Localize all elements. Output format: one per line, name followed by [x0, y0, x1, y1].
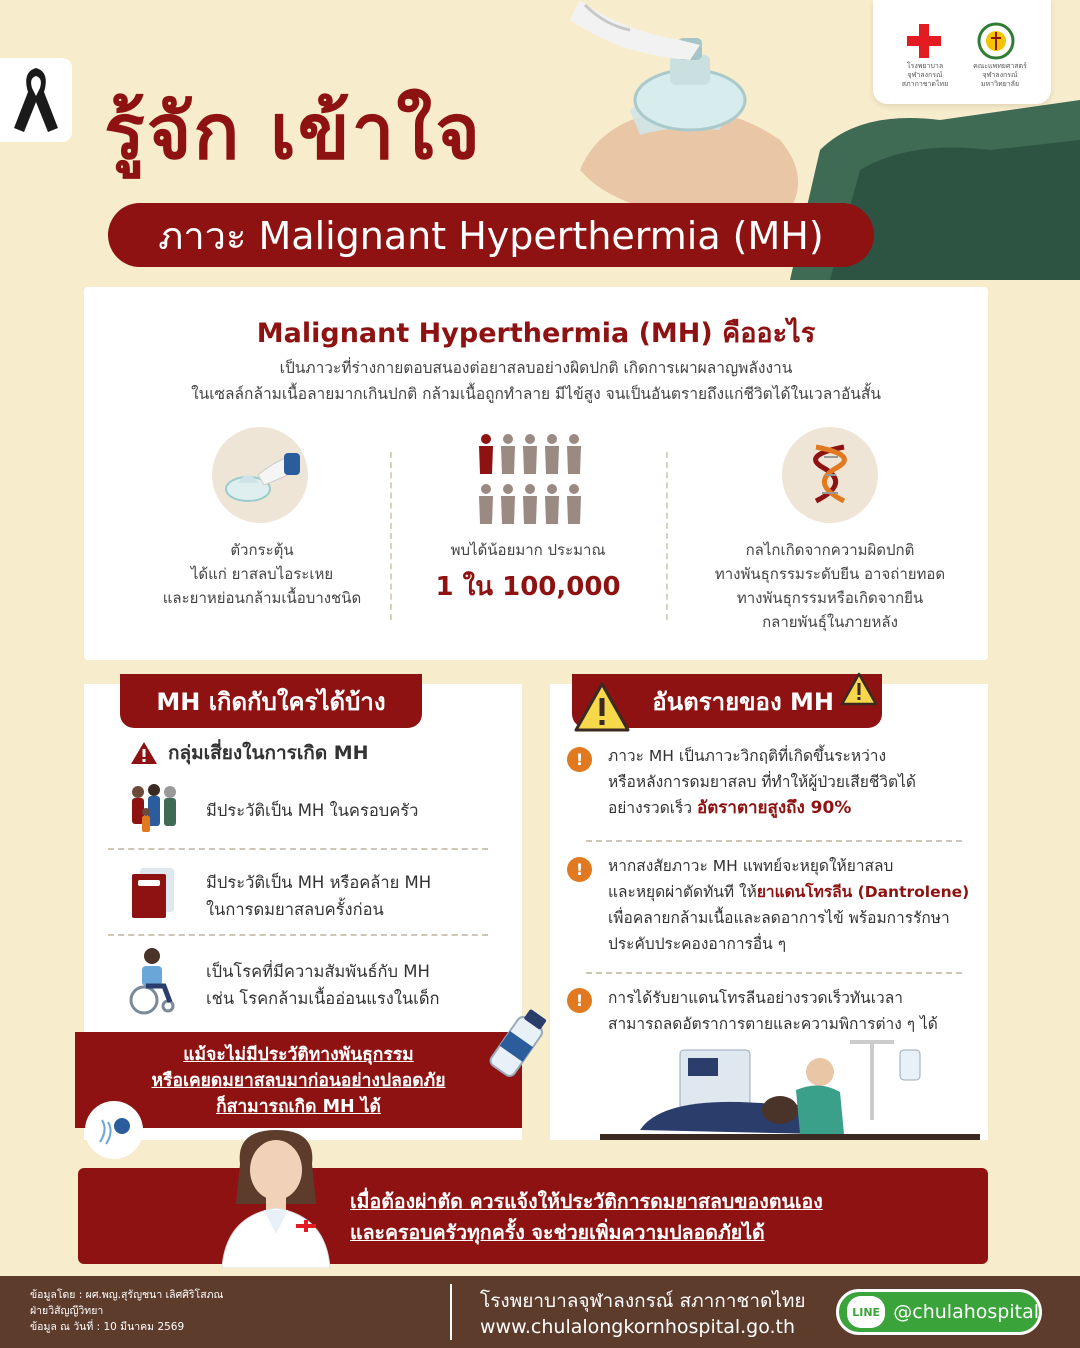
risk-item-line: ในการดมยาสลบครั้งก่อน [206, 900, 384, 919]
danger-item-text: อย่างรวดเร็ว [608, 799, 698, 817]
trigger-line: และยาหย่อนกล้ามเนื้อบางชนิด [162, 589, 362, 607]
danger-item-line: เพื่อคลายกล้ามเนื้อและลดอาการไข้ พร้อมการรักษา [608, 909, 950, 927]
mechanism-line: กลายพันธุ์ในภายหลัง [762, 613, 898, 631]
mourning-ribbon-badge [0, 58, 72, 142]
doctor-illustration [216, 1124, 336, 1268]
hospital-website-link[interactable]: www.chulalongkornhospital.go.th [480, 1316, 796, 1338]
mechanism-column [680, 440, 980, 634]
risk-item-family-history [206, 797, 418, 824]
footer-hospital [480, 1288, 806, 1340]
what-is-mh-title: Malignant Hyperthermia (MH) คืออะไร [256, 318, 816, 349]
prevalence-label: พบได้น้อยมาก ประมาณ [450, 541, 606, 559]
danger-divider [586, 972, 962, 974]
logo-card [873, 0, 1051, 104]
risk-divider [108, 848, 488, 850]
hospital-logo-caption: โรงพยาบาลจุฬาลงกรณ์ สภากาชาดไทย [901, 62, 949, 88]
description-line: เป็นภาวะที่ร่างกายตอบสนองต่อยาสลบอย่างผิดปกติ เกิดการเผาผลาญพลังงาน [279, 359, 793, 377]
danger-item-line [608, 795, 916, 821]
risk-item-line: เช่น โรคกล้ามเนื้ออ่อนแรงในเด็ก [206, 989, 440, 1008]
family-icon [128, 782, 180, 838]
warning-triangle-icon [130, 741, 158, 765]
line-account-button[interactable] [836, 1289, 1042, 1335]
virus-dna-icon [84, 1100, 144, 1160]
trigger-line: ได้แก่ ยาสลบไอระเหย [190, 565, 334, 583]
black-ribbon-icon [0, 58, 72, 142]
risk-item-line: มีประวัติเป็น MH ในครอบครัว [206, 801, 419, 820]
description-line: ในเซลล์กล้ามเนื้อลายมากเกินปกติ กล้ามเนื้อถูกทำลาย มีไข้สูง จนเป็นอันตรายถึงแก่ชีวิตได้ในเวลาอันสั้น [191, 385, 881, 403]
danger-tab: อันตรายของ MH [572, 674, 882, 728]
danger-bullet-icon: ! [567, 988, 592, 1013]
danger-item-line: หรือหลังการดมยาสลบ ที่ทำให้ผู้ป่วยเสียชีวิตได้ [608, 773, 916, 791]
advice-line: และครอบครัวทุกครั้ง จะช่วยเพิ่มความปลอดภัยได้ [350, 1221, 765, 1244]
risk-divider [108, 934, 488, 936]
hospital-name: โรงพยาบาลจุฬาลงกรณ์ สภากาชาดไทย [480, 1290, 806, 1312]
credit-line: ฝ่ายวิสัญญีวิทยา [30, 1305, 104, 1317]
credit-line: ข้อมูล ณ วันที่ : 10 มีนาคม 2569 [30, 1321, 185, 1333]
warning-sign-small-icon [840, 672, 878, 706]
trigger-column [112, 440, 412, 610]
warning-sign-icon [574, 682, 630, 732]
risk-item-previous-anesthesia [206, 869, 431, 923]
danger-item-line [608, 879, 969, 905]
line-account-id: @chulahospital [893, 1301, 1039, 1323]
prevalence-value: 1 ใน 100,000 [435, 572, 621, 602]
risk-item-line: มีประวัติเป็น MH หรือคล้าย MH [206, 873, 432, 892]
danger-item-line: การได้รับยาแดนโทรลีนอย่างรวดเร็วทันเวลา [608, 989, 903, 1007]
line-logo-icon: LINE [847, 1296, 885, 1328]
mechanism-line: ทางพันธุกรรมหรือเกิดจากยีน [736, 589, 924, 607]
red-cross-logo-icon [907, 24, 941, 58]
danger-item-line: หากสงสัยภาวะ MH แพทย์จะหยุดให้ยาสลบ [608, 857, 894, 875]
danger-item-line: สามารถลดอัตราการตายและความพิการต่าง ๆ ได้ [608, 1015, 938, 1033]
advice-line: เมื่อต้องผ่าตัด ควรแจ้งให้ประวัติการดมยาสลบของตนเอง [350, 1190, 823, 1213]
wheelchair-child-icon [124, 946, 180, 1016]
danger-item-text: และหยุดผ่าตัดทันที ให้ [608, 883, 757, 901]
risk-group-heading-text: กลุ่มเสี่ยงในการเกิด MH [168, 742, 369, 764]
page-title: รู้จัก เข้าใจ [104, 87, 483, 176]
trigger-line: ตัวกระตุ้น [230, 541, 294, 559]
operating-room-illustration [600, 1030, 980, 1140]
banner-line: หรือเคยดมยาสลบมาก่อนอย่างปลอดภัย [151, 1071, 446, 1091]
danger-item-treatment [608, 853, 969, 957]
banner-line: แม้จะไม่มีประวัติทางพันธุกรรม [183, 1045, 414, 1065]
who-at-risk-tab: MH เกิดกับใครได้บ้าง [120, 674, 422, 728]
page-subtitle: ภาวะ Malignant Hyperthermia (MH) [108, 203, 874, 267]
bottom-advice-text [350, 1186, 823, 1248]
prevalence-column [378, 440, 678, 607]
danger-item-line: ภาวะ MH เป็นภาวะวิกฤติที่เกิดขึ้นระหว่าง [608, 747, 887, 765]
drug-vial-icon [486, 1004, 550, 1084]
credit-line: ข้อมูลโดย : ผศ.พญ.สุรัญชนา เลิศศิริโสภณ [30, 1289, 224, 1301]
mortality-rate-highlight: อัตราตายสูงถึง 90% [697, 798, 852, 818]
mechanism-line: ทางพันธุกรรมระดับยีน อาจถ่ายทอด [714, 565, 946, 583]
dantrolene-highlight: ยาแดนโทรลีน (Dantrolene) [756, 883, 970, 901]
danger-item-crisis [608, 743, 916, 821]
mechanism-line: กลไกเกิดจากความผิดปกติ [745, 541, 915, 559]
banner-line: ก็สามารถเกิด MH ได้ [216, 1097, 381, 1117]
danger-bullet-icon: ! [567, 857, 592, 882]
medical-record-icon [130, 866, 176, 918]
danger-bullet-icon: ! [567, 747, 592, 772]
danger-item-line: ประคับประคองอาการอื่น ๆ [608, 935, 787, 953]
danger-divider [586, 840, 962, 842]
what-is-mh-description [84, 355, 988, 407]
risk-item-line: เป็นโรคที่มีความสัมพันธ์กับ MH [206, 962, 430, 981]
footer-divider [450, 1284, 452, 1340]
risk-group-heading [130, 738, 369, 768]
risk-item-related-disease [206, 958, 440, 1012]
footer-credit [30, 1287, 223, 1335]
faculty-logo-caption: คณะแพทยศาสตร์ จุฬาลงกรณ์มหาวิทยาลัย [973, 62, 1027, 88]
medicine-faculty-seal-icon [977, 22, 1015, 60]
